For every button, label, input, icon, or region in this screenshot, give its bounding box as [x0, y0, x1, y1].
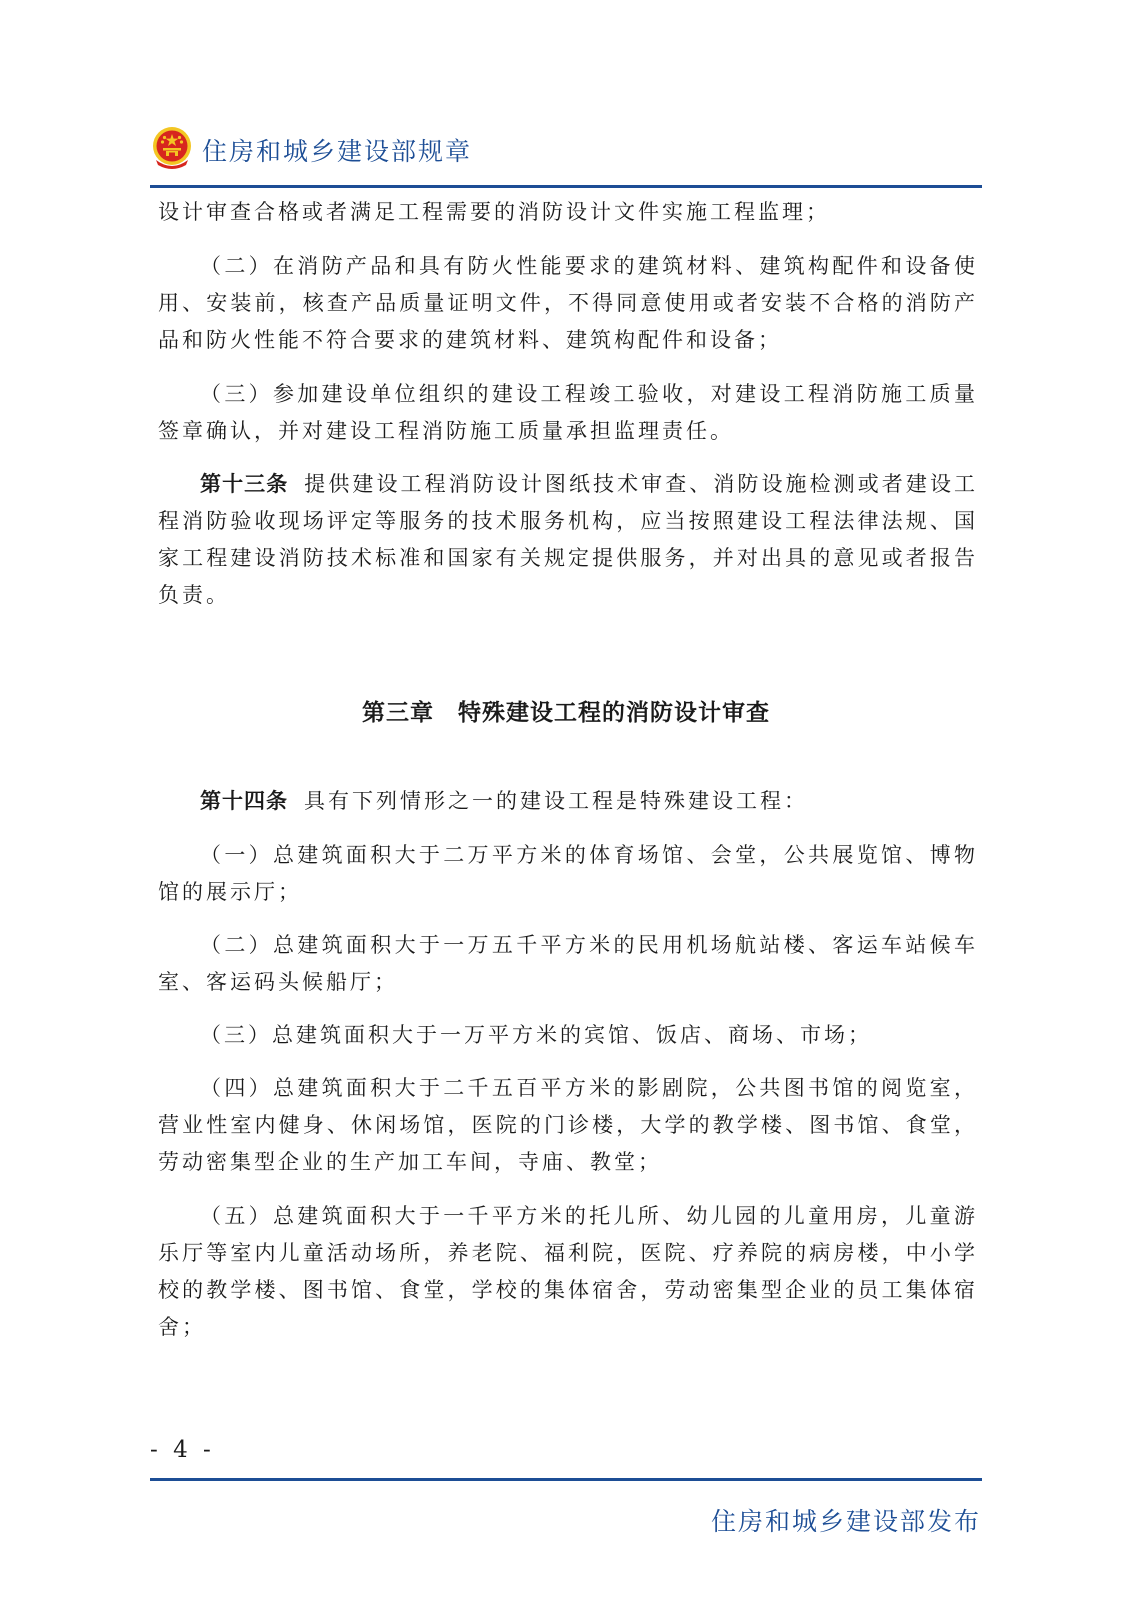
chapter-heading: [150, 694, 982, 727]
list-item-2: （二）总建筑面积大于一万五千平方米的民用机场航站楼、客运车站候车室、客运码头候船厅；: [158, 933, 978, 994]
list-item-3: （三）总建筑面积大于一万平方米的宾馆、饭店、商场、市场；: [200, 1023, 872, 1047]
national-emblem-icon: [150, 126, 194, 172]
list-item-1: （一）总建筑面积大于二万平方米的体育场馆、会堂，公共展览馆、博物馆的展示厅；: [158, 843, 978, 904]
article-13-text: 提供建设工程消防设计图纸技术审查、消防设施检测或者建设工程消防验收现场评定等服务的技术服务机构，应当按照建设工程法律法规、国家工程建设消防技术标准和国家有关规定提供服务，并对出具的意见或者报告负责。: [158, 472, 979, 607]
article-14: [158, 783, 978, 820]
page-number: - 4 -: [150, 1437, 215, 1463]
header-title: 住房和城乡建设部规章: [202, 137, 473, 166]
paragraph-item-3: （三）参加建设单位组织的建设工程竣工验收，对建设工程消防施工质量签章确认，并对建设工程消防施工质量承担监理责任。: [158, 382, 978, 443]
article-13-label: 第十三条: [200, 472, 289, 496]
footer-divider: [150, 1478, 982, 1481]
article-13: [158, 466, 978, 614]
article-14-label: 第十四条: [200, 789, 288, 813]
list-item-5: （五）总建筑面积大于一千平方米的托儿所、幼儿园的儿童用房，儿童游乐厅等室内儿童活动场所，养老院、福利院，医院、疗养院的病房楼，中小学校的教学楼、图书馆、食堂，学校的集体宿舍，劳动密集型企业的员工集体宿舍；: [158, 1204, 978, 1339]
article-14-text: 具有下列情形之一的建设工程是特殊建设工程：: [304, 789, 808, 813]
footer-publisher: 住房和城乡建设部发布: [710, 1507, 981, 1536]
page-header: [150, 118, 982, 186]
header-divider: [150, 185, 982, 188]
paragraph-continuation: 设计审查合格或者满足工程需要的消防设计文件实施工程监理；: [158, 200, 830, 224]
chapter-label: 第三章: [362, 700, 434, 726]
list-item-4: （四）总建筑面积大于二千五百平方米的影剧院，公共图书馆的阅览室，营业性室内健身、休闲场馆，医院的门诊楼，大学的教学楼、图书馆、食堂，劳动密集型企业的生产加工车间，寺庙、教堂；: [158, 1076, 978, 1174]
chapter-title: 特殊建设工程的消防设计审查: [458, 700, 770, 726]
paragraph-item-2: （二）在消防产品和具有防火性能要求的建筑材料、建筑构配件和设备使用、安装前，核查产品质量证明文件，不得同意使用或者安装不合格的消防产品和防火性能不符合要求的建筑材料、建筑构配件和设备；: [158, 254, 978, 352]
